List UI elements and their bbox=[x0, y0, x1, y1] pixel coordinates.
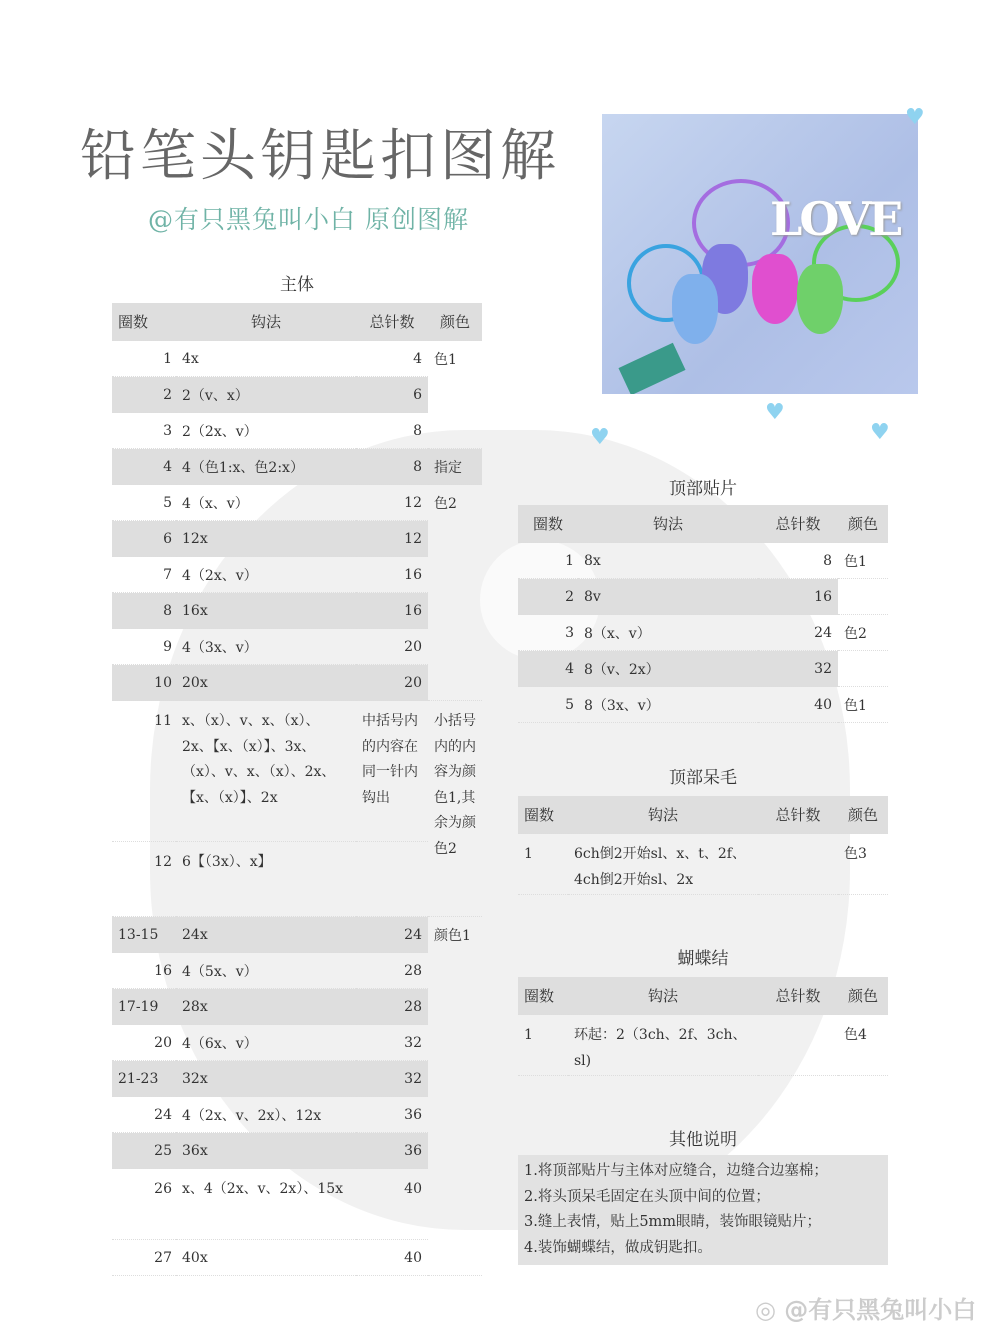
table-row bbox=[518, 651, 888, 687]
note-item: 1.将顶部贴片与主体对应缝合，边缝合边塞棉； bbox=[524, 1163, 828, 1179]
table-row bbox=[518, 579, 888, 615]
top-hair-title: 顶部呆毛 bbox=[669, 768, 737, 788]
round: 2 bbox=[112, 377, 176, 413]
table-row bbox=[518, 543, 888, 579]
total: 16 bbox=[758, 579, 838, 615]
round: 1 bbox=[518, 543, 578, 579]
round: 17-19 bbox=[112, 989, 176, 1025]
header-total: 总针数 bbox=[356, 303, 428, 341]
round: 13-15 bbox=[112, 917, 176, 953]
header-method: 钩法 bbox=[568, 977, 758, 1015]
weibo-watermark bbox=[755, 1290, 976, 1325]
toy-gun bbox=[618, 343, 685, 394]
color: 色2 bbox=[428, 485, 482, 701]
table-row bbox=[112, 1133, 482, 1169]
heart-icon: ♥ bbox=[590, 425, 610, 450]
round: 1 bbox=[112, 341, 176, 377]
method: 6【（3x）、x】 bbox=[176, 842, 356, 917]
total: 20 bbox=[356, 629, 428, 665]
total: 12 bbox=[356, 521, 428, 557]
header-method: 钩法 bbox=[176, 303, 356, 341]
table-row bbox=[112, 377, 482, 413]
round: 26 bbox=[112, 1169, 176, 1240]
round: 6 bbox=[112, 521, 176, 557]
total: 20 bbox=[356, 665, 428, 701]
header-color: 颜色 bbox=[838, 505, 888, 543]
header-round: 圈数 bbox=[518, 796, 568, 834]
author-subtitle: @有只黑兔叫小白 原创图解 bbox=[148, 205, 469, 234]
total: 36 bbox=[356, 1133, 428, 1169]
main-section-title: 主体 bbox=[280, 275, 314, 295]
round: 8 bbox=[112, 593, 176, 629]
round: 11 bbox=[112, 701, 176, 842]
color bbox=[838, 579, 888, 615]
table-row bbox=[112, 413, 482, 449]
table-row bbox=[112, 953, 482, 989]
method: 4（x、v） bbox=[176, 485, 356, 521]
bow-table bbox=[518, 977, 888, 1076]
total: 36 bbox=[356, 1097, 428, 1133]
love-sign: LOVE bbox=[770, 192, 901, 246]
table-row bbox=[112, 341, 482, 377]
round: 1 bbox=[518, 1015, 568, 1076]
method: 4（3x、v） bbox=[176, 629, 356, 665]
method: x、（x）、v、x、（x）、2x、【x、（x）】、3x、（x）、v、x、（x）、2x、【x、（x）】、2x bbox=[176, 701, 356, 842]
pencil-keychain bbox=[672, 274, 718, 344]
total: 8 bbox=[356, 449, 428, 485]
round: 2 bbox=[518, 579, 578, 615]
table-row bbox=[112, 1061, 482, 1097]
bow-title: 蝴蝶结 bbox=[677, 949, 729, 969]
round: 21-23 bbox=[112, 1061, 176, 1097]
table-row bbox=[112, 1169, 482, 1240]
table-row bbox=[518, 687, 888, 723]
method: 环起：2（3ch、2f、3ch、sl) bbox=[568, 1015, 758, 1076]
method: 4x bbox=[176, 341, 356, 377]
total bbox=[356, 842, 428, 917]
total: 40 bbox=[758, 687, 838, 723]
heart-icon: ♥ bbox=[905, 105, 925, 130]
table-row bbox=[112, 989, 482, 1025]
note-item: 2.将头顶呆毛固定在头顶中间的位置； bbox=[524, 1188, 770, 1205]
total: 24 bbox=[356, 917, 428, 953]
method: 4（色1:x、色2:x） bbox=[176, 449, 356, 485]
product-photo bbox=[602, 114, 918, 394]
notes-title: 其他说明 bbox=[669, 1130, 737, 1150]
heart-icon: ♥ bbox=[870, 420, 890, 445]
round: 12 bbox=[112, 842, 176, 917]
color: 色1 bbox=[838, 687, 888, 723]
round: 4 bbox=[518, 651, 578, 687]
main-table bbox=[112, 303, 482, 1276]
round: 25 bbox=[112, 1133, 176, 1169]
table-header bbox=[518, 796, 888, 834]
round: 3 bbox=[112, 413, 176, 449]
method: 28x bbox=[176, 989, 356, 1025]
table-row bbox=[112, 1097, 482, 1133]
round: 4 bbox=[112, 449, 176, 485]
table-row bbox=[112, 557, 482, 593]
method: 8（3x、v） bbox=[578, 687, 758, 723]
total: 8 bbox=[758, 543, 838, 579]
table-row bbox=[112, 449, 482, 485]
table-row bbox=[112, 521, 482, 557]
table-row bbox=[112, 842, 482, 917]
method: 40x bbox=[176, 1240, 356, 1276]
method: x、4（2x、v、2x）、15x bbox=[176, 1169, 356, 1240]
note-item: 3.缝上表情，贴上5mm眼睛，装饰眼镜贴片； bbox=[524, 1214, 822, 1230]
method: 4（6x、v） bbox=[176, 1025, 356, 1061]
method: 24x bbox=[176, 917, 356, 953]
round: 24 bbox=[112, 1097, 176, 1133]
method: 12x bbox=[176, 521, 356, 557]
method: 8（x、v） bbox=[578, 615, 758, 651]
header-total: 总针数 bbox=[758, 505, 838, 543]
page-title: 铅笔头钥匙扣图解 bbox=[80, 124, 560, 189]
method: 2（2x、v） bbox=[176, 413, 356, 449]
header-color: 颜色 bbox=[428, 303, 482, 341]
method: 36x bbox=[176, 1133, 356, 1169]
round: 9 bbox=[112, 629, 176, 665]
heart-icon: ♥ bbox=[765, 400, 785, 425]
round: 27 bbox=[112, 1240, 176, 1276]
top-patch-title: 顶部贴片 bbox=[669, 479, 737, 499]
round: 7 bbox=[112, 557, 176, 593]
color: 色2 bbox=[838, 615, 888, 651]
table-row bbox=[112, 593, 482, 629]
round: 3 bbox=[518, 615, 578, 651]
total: 28 bbox=[356, 989, 428, 1025]
table-row bbox=[518, 1015, 888, 1076]
total: 32 bbox=[356, 1025, 428, 1061]
table-row bbox=[112, 917, 482, 953]
total: 40 bbox=[356, 1240, 428, 1276]
round: 5 bbox=[112, 485, 176, 521]
color: 色4 bbox=[838, 1015, 888, 1076]
round: 16 bbox=[112, 953, 176, 989]
color bbox=[838, 651, 888, 687]
method: 8（v、2x） bbox=[578, 651, 758, 687]
method: 32x bbox=[176, 1061, 356, 1097]
round: 1 bbox=[518, 834, 568, 895]
header-round: 圈数 bbox=[112, 303, 176, 341]
header-color: 颜色 bbox=[838, 796, 888, 834]
total: 6 bbox=[356, 377, 428, 413]
total: 28 bbox=[356, 953, 428, 989]
table-header bbox=[112, 303, 482, 341]
header-method: 钩法 bbox=[568, 796, 758, 834]
color: 颜色1 bbox=[428, 917, 482, 1276]
total: 32 bbox=[356, 1061, 428, 1097]
color: 色1 bbox=[838, 543, 888, 579]
total: 40 bbox=[356, 1169, 428, 1240]
color: 小括号内的内容为颜色1,其余为颜色2 bbox=[428, 701, 482, 917]
round: 10 bbox=[112, 665, 176, 701]
color: 色1 bbox=[428, 341, 482, 449]
color: 色3 bbox=[838, 834, 888, 895]
table-header bbox=[518, 977, 888, 1015]
method: 4（2x、v、2x）、12x bbox=[176, 1097, 356, 1133]
round: 5 bbox=[518, 687, 578, 723]
total: 16 bbox=[356, 593, 428, 629]
total: 16 bbox=[356, 557, 428, 593]
header-method: 钩法 bbox=[578, 505, 758, 543]
header-color: 颜色 bbox=[838, 977, 888, 1015]
method: 2（v、x） bbox=[176, 377, 356, 413]
method: 4（2x、v） bbox=[176, 557, 356, 593]
total bbox=[758, 834, 838, 895]
header-round: 圈数 bbox=[518, 505, 578, 543]
table-row bbox=[518, 834, 888, 895]
notes-box bbox=[518, 1155, 888, 1265]
header-total: 总针数 bbox=[758, 796, 838, 834]
round: 20 bbox=[112, 1025, 176, 1061]
table-row bbox=[112, 485, 482, 521]
total bbox=[758, 1015, 838, 1076]
total: 4 bbox=[356, 341, 428, 377]
total: 32 bbox=[758, 651, 838, 687]
color: 指定 bbox=[428, 449, 482, 485]
table-row bbox=[518, 615, 888, 651]
header-round: 圈数 bbox=[518, 977, 568, 1015]
table-header bbox=[518, 505, 888, 543]
total: 8 bbox=[356, 413, 428, 449]
method: 6ch倒2开始sl、x、t、2f、4ch倒2开始sl、2x bbox=[568, 834, 758, 895]
total: 中括号内的内容在同一针内钩出 bbox=[356, 701, 428, 842]
method: 8v bbox=[578, 579, 758, 615]
top-patch-table bbox=[518, 505, 888, 723]
method: 16x bbox=[176, 593, 356, 629]
top-hair-table bbox=[518, 796, 888, 895]
table-row bbox=[112, 1025, 482, 1061]
table-row bbox=[112, 629, 482, 665]
total: 12 bbox=[356, 485, 428, 521]
pencil-keychain bbox=[797, 264, 843, 334]
method: 8x bbox=[578, 543, 758, 579]
note-item: 4.装饰蝴蝶结，做成钥匙扣。 bbox=[524, 1239, 712, 1256]
pencil-keychain bbox=[752, 254, 798, 324]
header-total: 总针数 bbox=[758, 977, 838, 1015]
method: 4（5x、v） bbox=[176, 953, 356, 989]
weibo-icon: ◎ bbox=[755, 1296, 785, 1324]
table-row bbox=[112, 1240, 482, 1276]
table-row bbox=[112, 701, 482, 842]
watermark-text: @有只黑兔叫小白 bbox=[784, 1296, 977, 1324]
table-row bbox=[112, 665, 482, 701]
method: 20x bbox=[176, 665, 356, 701]
total: 24 bbox=[758, 615, 838, 651]
